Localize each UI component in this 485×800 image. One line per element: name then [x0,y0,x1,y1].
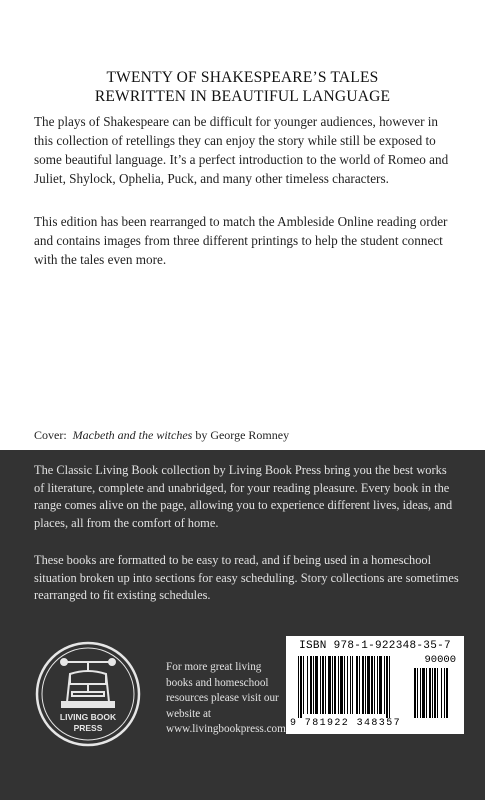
price-code: 90000 [424,654,456,666]
website-note: For more great living books and homeschool resources please visit our website at www.livingbookpress.com [166,661,286,735]
living-book-press-logo [34,640,142,748]
cover-headline [0,68,485,106]
logo-line-2: PRESS [73,723,103,733]
isbn-barcode [286,636,464,734]
cover-label: Cover: [34,428,67,442]
headline-line-2: REWRITTEN IN BEAUTIFUL LANGUAGE [94,88,391,105]
lower-dark-panel [0,450,485,800]
collection-paragraph-1: The Classic Living Book collection by Living Book Press bring you the best works of literature, complete and unabridged, for your reading pleasure. Every book in the range comes alive on the page, allowing you to experience different lives, ideas, and places, all from the comfort of home. [34,463,453,530]
blurb-paragraph-2: This edition has been rearranged to match the Ambleside Online reading order and contains images from three different printings to help the student connect with the tales even more. [34,214,448,267]
isbn-number: ISBN 978-1-922348-35-7 [299,640,451,652]
collection-paragraph-2: These books are formatted to be easy to read, and if being used in a homeschool situation broken up into sections for easy scheduling. Story collections are sometimes rearranged to fit existing schedules. [34,553,459,602]
blurb-paragraph-1: The plays of Shakespeare can be difficult for younger audiences, however in this collection of retellings they can enjoy the story while still be exposed to some beautiful language. It’s a perfect introduction to the world of Romeo and Juliet, Shylock, Ophelia, Puck, and many other timeless characters. [34,114,449,186]
cover-artwork-title: Macbeth and the witches [72,428,193,442]
headline-line-1: TWENTY OF SHAKESPEARE’S TALES [106,69,379,86]
cover-artist: by George Romney [195,428,290,442]
barcode-digits: 9 781922 348357 [290,718,402,729]
cover-credit [34,428,289,443]
logo-line-1: LIVING BOOK [59,712,117,722]
